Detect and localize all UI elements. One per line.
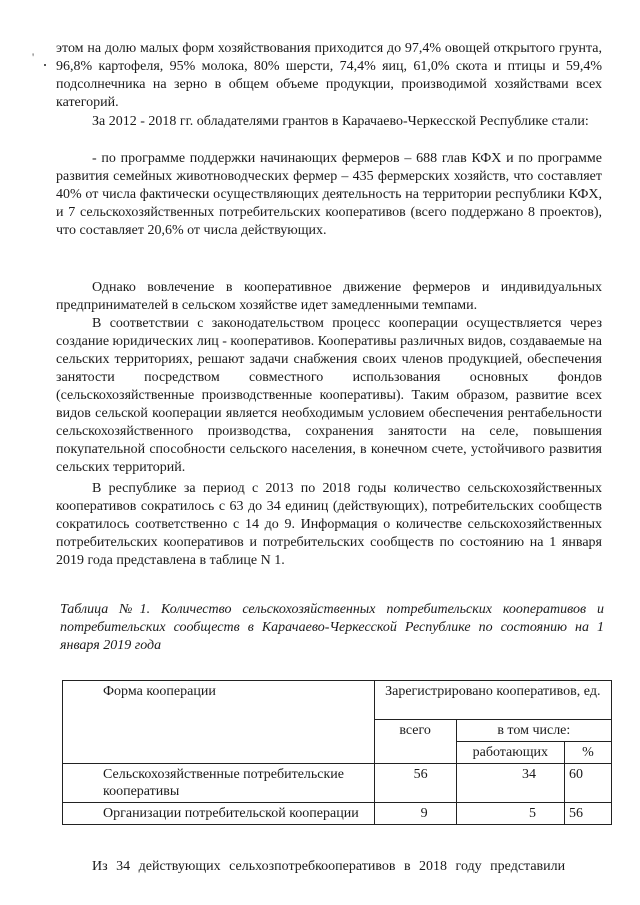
row-total: 56 bbox=[374, 764, 456, 803]
table-row bbox=[63, 803, 612, 825]
row-working: 34 bbox=[456, 764, 564, 803]
row-form: Организации потребительской кооперации bbox=[63, 803, 375, 825]
row-total: 9 bbox=[374, 803, 456, 825]
header-form: Форма кооперации bbox=[63, 681, 375, 764]
paragraph-5: В соответствии с законодательством процесс кооперации осуществляется через создание юридических лиц - кооперативов. Кооперативы различных видов, создаваемые на сельских территориях, решают задачи снабжения своих членов продукцией, обеспечения занятости посредством совместного использования основных фондов (сельскохозяйственные производственные кооперативы). Таким образом, развитие всех видов сельской кооперации является необходимым условием обеспечения рентабельности сельскохозяйственного производства, сохранения занятости на селе, повышения покупательной способности сельского населения, в конечном счете, устойчивого развития сельских территорий. bbox=[56, 316, 602, 475]
paragraph-6: В республике за период с 2013 по 2018 годы количество сельскохозяйственных кооперативов сократилось с 63 до 34 единиц (действующих), потребительских сообществ сократилось соответственно с 14 до 9. Информация о количестве сельскохозяйственных потребительских кооперативов и потребительских сообществ по состоянию на 1 января 2019 года представлена в таблице N 1. bbox=[56, 481, 602, 568]
table-row bbox=[63, 764, 612, 803]
paragraph-1: этом на долю малых форм хозяйствования приходится до 97,4% овощей открытого грунта, 96,8% картофеля, 95% молока, 80% шерсти, 74,4% яиц, 61,0% скота и птицы и 59,4% подсолнечника на зерно в общем объеме продукции, производимой хозяйствами всех категорий. bbox=[56, 41, 602, 110]
row-form: Сельскохозяйственные потребительские кооперативы bbox=[63, 764, 375, 803]
paragraph-4: Однако вовлечение в кооперативное движение фермеров и индивидуальных предпринимателей в сельском хозяйстве идет замедленными темпами. bbox=[56, 280, 602, 313]
paragraph-3: - по программе поддержки начинающих фермеров – 688 глав КФХ и по программе развития семейных животноводческих фермер – 435 фермерских хозяйств, что составляет 40% от числа фактически осуществляющих деятельность на территории республики КФХ, и 7 сельскохозяйственных потребительских кооперативов (всего поддержано 8 проектов), что составляет 20,6% от числа действующих. bbox=[56, 151, 602, 238]
row-percent: 56 bbox=[565, 803, 612, 825]
header-total: всего bbox=[374, 720, 456, 764]
cooperatives-table bbox=[62, 680, 612, 825]
header-working: работающих bbox=[456, 742, 564, 764]
scan-dot bbox=[44, 64, 46, 66]
header-percent: % bbox=[565, 742, 612, 764]
header-registered: Зарегистрировано кооперативов, ед. bbox=[374, 681, 611, 720]
paragraph-tail: Из 34 действующих сельхозпотребкооперативов в 2018 году представили bbox=[92, 859, 566, 874]
paragraph-2: За 2012 - 2018 гг. обладателями грантов в Карачаево-Черкесской Республике стали: bbox=[92, 114, 589, 129]
table-caption: Таблица №1. Количество сельскохозяйственных потребительских кооперативов и потребительских сообществ в Карачаево-Черкесской Республике по состоянию на 1 января 2019 года bbox=[60, 602, 604, 653]
row-percent: 60 bbox=[565, 764, 612, 803]
row-working: 5 bbox=[456, 803, 564, 825]
margin-mark: ' bbox=[32, 50, 35, 64]
table-header-row bbox=[63, 681, 612, 720]
header-including: в том числе: bbox=[456, 720, 611, 742]
